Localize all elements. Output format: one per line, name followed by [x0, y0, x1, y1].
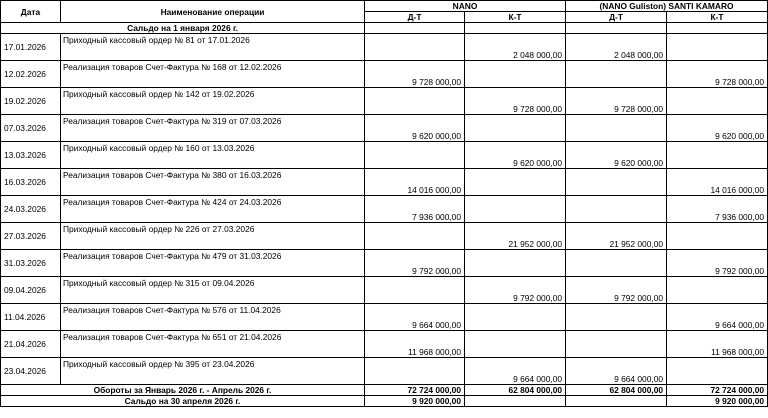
- row-party1-credit: [465, 331, 566, 358]
- row-party2-credit: 11 968 000,00: [667, 331, 768, 358]
- row-operation: Приходный кассовый ордер № 142 от 19.02.2026: [61, 88, 365, 115]
- row-party2-credit: [667, 88, 768, 115]
- turnover-row-label: Обороты за Январь 2026 г. - Апрель 2026 г.: [1, 385, 365, 396]
- row-party2-credit: [667, 142, 768, 169]
- row-operation: Реализация товаров Счет-Фактура № 576 от 11.04.2026: [61, 304, 365, 331]
- party1-header: NANO: [365, 1, 566, 12]
- table-row: [1, 88, 768, 115]
- table-row: [1, 61, 768, 88]
- row-party1-credit: 9 620 000,00: [465, 142, 566, 169]
- turnover-row: [1, 385, 768, 396]
- row-date: 12.02.2026: [1, 61, 61, 88]
- opening-balance-label: Сальдо на 1 января 2026 г.: [1, 23, 365, 34]
- closing-balance-row-p2-kt: 9 920 000,00: [667, 396, 768, 407]
- row-party1-debit: [365, 88, 465, 115]
- closing-balance-row-p1-dt: 9 920 000,00: [365, 396, 465, 407]
- party2-credit-header: К-Т: [667, 12, 768, 23]
- turnover-row-p2-kt: 72 724 000,00: [667, 385, 768, 396]
- party2-debit-header: Д-Т: [566, 12, 667, 23]
- row-party1-credit: [465, 250, 566, 277]
- row-operation: Реализация товаров Счет-Фактура № 651 от 21.04.2026: [61, 331, 365, 358]
- column-header-date: Дата: [1, 1, 61, 23]
- closing-balance-row-p1-kt: [465, 396, 566, 407]
- row-date: 31.03.2026: [1, 250, 61, 277]
- row-date: 13.03.2026: [1, 142, 61, 169]
- row-party1-debit: [365, 34, 465, 61]
- row-operation: Приходный кассовый ордер № 395 от 23.04.2026: [61, 358, 365, 385]
- row-party2-credit: 9 792 000,00: [667, 250, 768, 277]
- row-party1-debit: 11 968 000,00: [365, 331, 465, 358]
- row-operation: Реализация товаров Счет-Фактура № 168 от 12.02.2026: [61, 61, 365, 88]
- table-row: [1, 277, 768, 304]
- row-operation: Реализация товаров Счет-Фактура № 319 от 07.03.2026: [61, 115, 365, 142]
- row-party2-debit: [566, 250, 667, 277]
- row-party1-credit: [465, 169, 566, 196]
- row-date: 09.04.2026: [1, 277, 61, 304]
- table-row: [1, 223, 768, 250]
- row-operation: Приходный кассовый ордер № 160 от 13.03.2026: [61, 142, 365, 169]
- column-header-operation: Наименование операции: [61, 1, 365, 23]
- row-operation: Реализация товаров Счет-Фактура № 380 от 16.03.2026: [61, 169, 365, 196]
- row-party1-credit: 9 664 000,00: [465, 358, 566, 385]
- row-party1-credit: 2 048 000,00: [465, 34, 566, 61]
- row-party1-debit: [365, 358, 465, 385]
- row-date: 11.04.2026: [1, 304, 61, 331]
- row-party1-debit: [365, 142, 465, 169]
- party1-credit-header: К-Т: [465, 12, 566, 23]
- row-party1-debit: 9 792 000,00: [365, 250, 465, 277]
- row-party2-debit: [566, 331, 667, 358]
- row-party2-debit: [566, 196, 667, 223]
- row-party2-credit: [667, 34, 768, 61]
- opening-balance-row: [1, 23, 768, 34]
- row-party2-credit: [667, 223, 768, 250]
- table-row: [1, 358, 768, 385]
- row-party2-debit: [566, 115, 667, 142]
- row-party2-credit: 9 728 000,00: [667, 61, 768, 88]
- row-party1-credit: [465, 61, 566, 88]
- row-party2-debit: [566, 304, 667, 331]
- row-date: 19.02.2026: [1, 88, 61, 115]
- row-party1-credit: [465, 196, 566, 223]
- table-row: [1, 115, 768, 142]
- row-operation: Приходный кассовый ордер № 226 от 27.03.2026: [61, 223, 365, 250]
- row-date: 23.04.2026: [1, 358, 61, 385]
- row-party2-credit: [667, 358, 768, 385]
- row-party1-debit: 9 728 000,00: [365, 61, 465, 88]
- row-party2-debit: 21 952 000,00: [566, 223, 667, 250]
- table-row: [1, 304, 768, 331]
- row-party2-debit: 9 664 000,00: [566, 358, 667, 385]
- table-row: [1, 169, 768, 196]
- row-party1-credit: 21 952 000,00: [465, 223, 566, 250]
- row-party2-credit: 7 936 000,00: [667, 196, 768, 223]
- row-date: 21.04.2026: [1, 331, 61, 358]
- closing-balance-row-p2-dt: [566, 396, 667, 407]
- row-operation: Реализация товаров Счет-Фактура № 479 от 31.03.2026: [61, 250, 365, 277]
- row-operation: Приходный кассовый ордер № 315 от 09.04.2026: [61, 277, 365, 304]
- party1-debit-header: Д-Т: [365, 12, 465, 23]
- row-party2-debit: [566, 61, 667, 88]
- table-row: [1, 34, 768, 61]
- row-party2-debit: 9 792 000,00: [566, 277, 667, 304]
- row-party1-credit: 9 792 000,00: [465, 277, 566, 304]
- party2-header: (NANO Guliston) SANTI KAMARO: [566, 1, 768, 12]
- row-party1-debit: 14 016 000,00: [365, 169, 465, 196]
- turnover-row-p1-dt: 72 724 000,00: [365, 385, 465, 396]
- row-party2-credit: 9 620 000,00: [667, 115, 768, 142]
- row-operation: Реализация товаров Счет-Фактура № 424 от 24.03.2026: [61, 196, 365, 223]
- row-party2-credit: [667, 277, 768, 304]
- row-date: 24.03.2026: [1, 196, 61, 223]
- row-party1-credit: 9 728 000,00: [465, 88, 566, 115]
- closing-balance-row: [1, 396, 768, 407]
- row-party1-credit: [465, 115, 566, 142]
- row-party1-debit: [365, 277, 465, 304]
- row-date: 07.03.2026: [1, 115, 61, 142]
- row-party1-debit: 7 936 000,00: [365, 196, 465, 223]
- row-party2-credit: 9 664 000,00: [667, 304, 768, 331]
- turnover-row-p2-dt: 62 804 000,00: [566, 385, 667, 396]
- row-party2-debit: [566, 169, 667, 196]
- row-operation: Приходный кассовый ордер № 81 от 17.01.2026: [61, 34, 365, 61]
- table-row: [1, 196, 768, 223]
- row-party1-debit: [365, 223, 465, 250]
- row-party2-debit: 9 728 000,00: [566, 88, 667, 115]
- turnover-row-p1-kt: 62 804 000,00: [465, 385, 566, 396]
- row-party1-debit: 9 664 000,00: [365, 304, 465, 331]
- row-date: 17.01.2026: [1, 34, 61, 61]
- row-party2-credit: 14 016 000,00: [667, 169, 768, 196]
- table-row: [1, 250, 768, 277]
- row-date: 27.03.2026: [1, 223, 61, 250]
- row-party1-credit: [465, 304, 566, 331]
- table-row: [1, 142, 768, 169]
- row-party2-debit: 9 620 000,00: [566, 142, 667, 169]
- row-date: 16.03.2026: [1, 169, 61, 196]
- closing-balance-row-label: Сальдо на 30 апреля 2026 г.: [1, 396, 365, 407]
- table-row: [1, 331, 768, 358]
- row-party1-debit: 9 620 000,00: [365, 115, 465, 142]
- row-party2-debit: 2 048 000,00: [566, 34, 667, 61]
